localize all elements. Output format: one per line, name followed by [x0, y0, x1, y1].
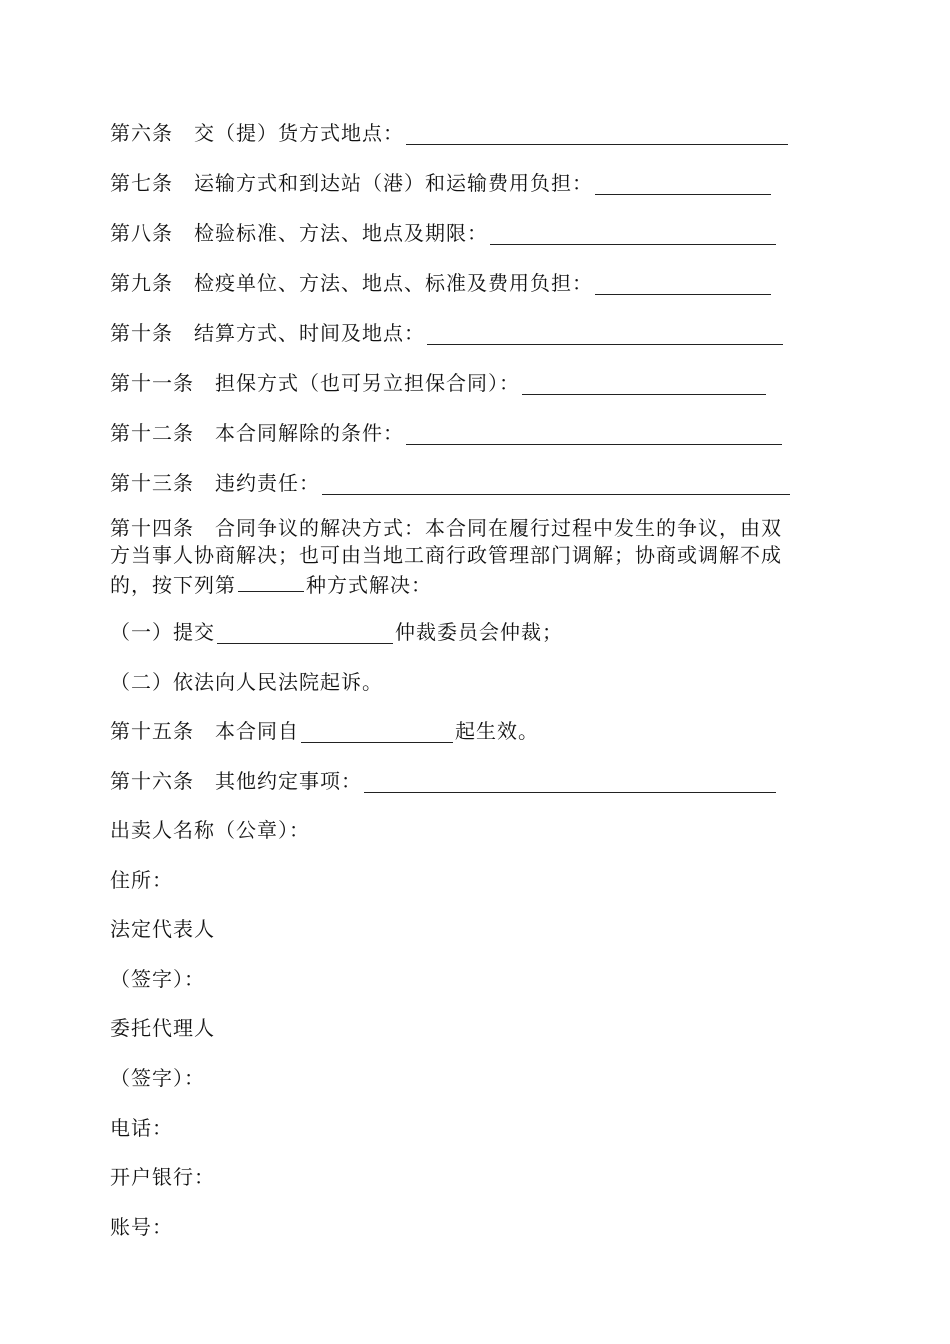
article-14-line-3-prefix: 的，按下列第 [110, 573, 236, 597]
article-10-text: 第十条 结算方式、时间及地点： [110, 321, 425, 345]
article-11-blank[interactable] [522, 372, 766, 395]
article-9-blank[interactable] [595, 272, 771, 295]
seller-legal-sign-label: （签字）： [110, 967, 205, 991]
seller-account [110, 1212, 173, 1242]
article-9 [110, 268, 771, 298]
article-15 [110, 716, 539, 746]
seller-phone [110, 1113, 173, 1143]
seller-account-label: 账号： [110, 1215, 173, 1239]
article-15-prefix: 第十五条 本合同自 [110, 719, 299, 743]
seller-address [110, 865, 173, 895]
seller-legal-rep-label: 法定代表人 [110, 917, 215, 941]
article-14-line-1: 第十四条 合同争议的解决方式：本合同在履行过程中发生的争议，由双 [110, 516, 782, 540]
article-12-blank[interactable] [406, 422, 782, 445]
seller-bank-label: 开户银行： [110, 1165, 215, 1189]
option-1-prefix: （一）提交 [110, 620, 215, 644]
article-12-text: 第十二条 本合同解除的条件： [110, 421, 404, 445]
seller-agent-sign-label: （签字）： [110, 1066, 205, 1090]
seller-name-label: 出卖人名称（公章）： [110, 818, 310, 842]
article-11-text: 第十一条 担保方式（也可另立担保合同）： [110, 371, 520, 395]
seller-legal-rep [110, 914, 215, 944]
article-13-blank[interactable] [322, 472, 790, 495]
seller-agent [110, 1013, 215, 1043]
article-16 [110, 766, 776, 796]
seller-address-label: 住所： [110, 868, 173, 892]
article-14-line-2: 方当事人协商解决；也可由当地工商行政管理部门调解；协商或调解不成 [110, 543, 782, 567]
option-2 [110, 667, 383, 697]
option-1 [110, 617, 563, 647]
seller-bank [110, 1162, 215, 1192]
article-7-blank[interactable] [595, 172, 771, 195]
article-12 [110, 418, 782, 448]
article-8 [110, 218, 776, 248]
article-14-line-3-suffix: 种方式解决： [306, 573, 432, 597]
article-14 [110, 515, 842, 599]
article-7 [110, 168, 771, 198]
article-16-blank[interactable] [364, 770, 776, 793]
article-14-blank[interactable] [238, 569, 304, 592]
article-7-text: 第七条 运输方式和到达站（港）和运输费用负担： [110, 171, 593, 195]
seller-name [110, 815, 310, 845]
article-8-text: 第八条 检验标准、方法、地点及期限： [110, 221, 488, 245]
option-2-text: （二）依法向人民法院起诉。 [110, 670, 383, 694]
seller-legal-sign [110, 964, 205, 994]
article-14-line-3 [110, 569, 842, 599]
article-8-blank[interactable] [490, 222, 776, 245]
article-15-blank[interactable] [301, 720, 453, 743]
article-9-text: 第九条 检疫单位、方法、地点、标准及费用负担： [110, 271, 593, 295]
article-11 [110, 368, 766, 398]
article-15-suffix: 起生效。 [455, 719, 539, 743]
article-13-text: 第十三条 违约责任： [110, 471, 320, 495]
article-13 [110, 468, 790, 498]
seller-agent-label: 委托代理人 [110, 1016, 215, 1040]
option-1-suffix: 仲裁委员会仲裁； [395, 620, 563, 644]
article-6 [110, 118, 788, 148]
article-6-blank[interactable] [406, 122, 788, 145]
article-10-blank[interactable] [427, 322, 783, 345]
option-1-blank[interactable] [217, 621, 393, 644]
seller-phone-label: 电话： [110, 1116, 173, 1140]
article-10 [110, 318, 783, 348]
article-16-text: 第十六条 其他约定事项： [110, 769, 362, 793]
seller-agent-sign [110, 1063, 205, 1093]
article-6-text: 第六条 交（提）货方式地点： [110, 121, 404, 145]
